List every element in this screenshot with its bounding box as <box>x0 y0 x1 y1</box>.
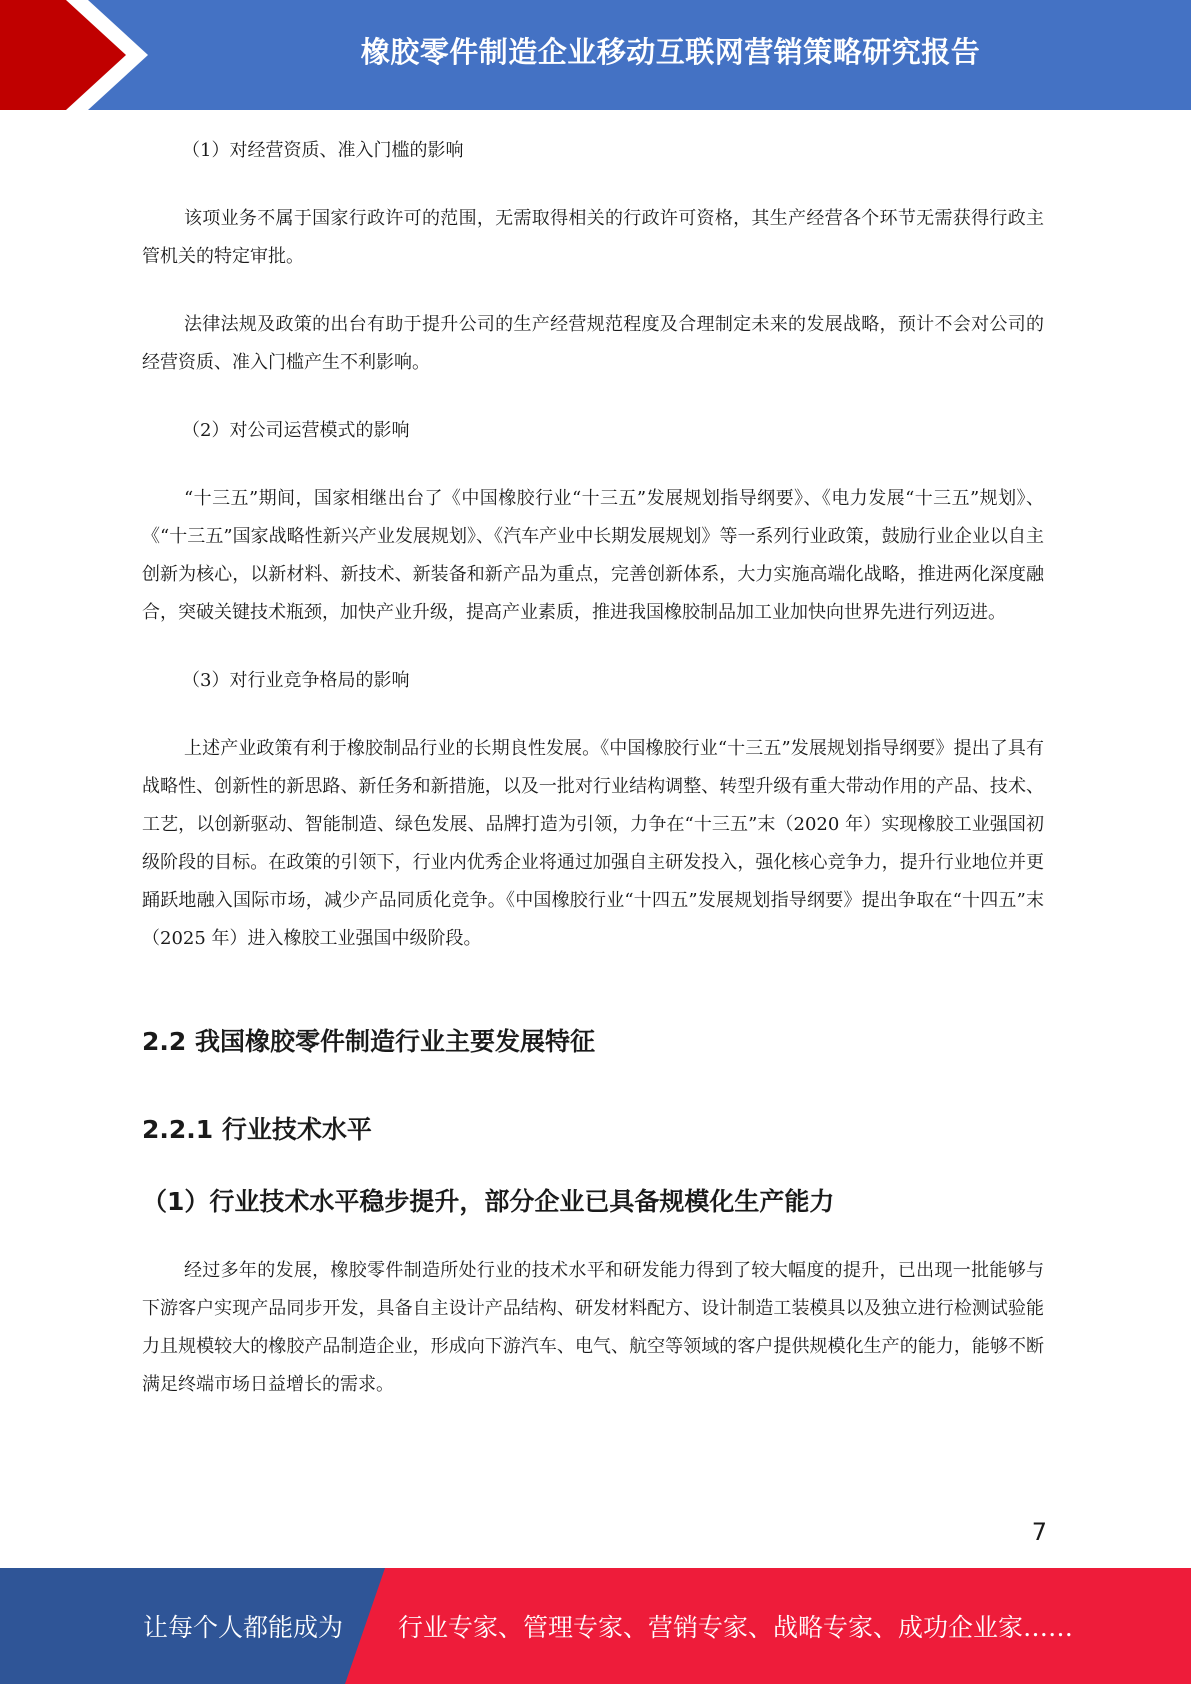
subheading-competition: （3）对行业竞争格局的影响 <box>182 670 410 691</box>
subheading-qualification: （1）对经营资质、准入门槛的影响 <box>182 140 464 161</box>
paragraph-1: 该项业务不属于国家行政许可的范围，无需取得相关的行政许可资格，其生产经营各个环节无需获得行政主管机关的特定审批。 <box>142 208 1044 267</box>
page-footer <box>0 1568 1191 1684</box>
paragraph-4: 上述产业政策有利于橡胶制品行业的长期良性发展。《中国橡胶行业“十三五”发展规划指导纲要》提出了具有战略性、创新性的新思路、新任务和新措施，以及一批对行业结构调整、转型升级有重大带动作用的产品、技术、工艺，以创新驱动、智能制造、绿色发展、品牌打造为引领，力争在“十三五”末（2020 年）实现橡胶工业强国初级阶段的目标。在政策的引领下，行业内优秀企业将通过加强自主研发投入，强化核心竞争力，提升行业地位并更踊跃地融入国际市场，减少产品同质化竞争。《中国橡胶行业“十四五”发展规划指导纲要》提出争取在“十四五”末（2025 年）进入橡胶工业强国中级阶段。 <box>142 738 1044 949</box>
footer-slogan-left: 让每个人都能成为 <box>143 1613 344 1642</box>
page-number: 7 <box>1031 1518 1047 1546</box>
report-title: 橡胶零件制造企业移动互联网营销策略研究报告 <box>360 34 981 69</box>
page-content <box>142 132 1044 1404</box>
subheading-operation-mode: （2）对公司运营模式的影响 <box>182 420 410 441</box>
paragraph-3: “十三五”期间，国家相继出台了《中国橡胶行业“十三五”发展规划指导纲要》、《电力发展“十三五”规划》、《“十三五”国家战略性新兴产业发展规划》、《汽车产业中长期发展规划》等一系列行业政策，鼓励行业企业以自主创新为核心，以新材料、新技术、新装备和新产品为重点，完善创新体系，大力实施高端化战略，推进两化深度融合，突破关键技术瓶颈，加快产业升级，提高产业素质，推进我国橡胶制品加工业加快向世界先进行列迈进。 <box>142 488 1044 623</box>
section-heading-tech-level: （1）行业技术水平稳步提升，部分企业已具备规模化生产能力 <box>142 1187 835 1216</box>
page-header <box>0 0 1191 110</box>
paragraph-2: 法律法规及政策的出台有助于提升公司的生产经营规范程度及合理制定未来的发展战略，预计不会对公司的经营资质、准入门槛产生不利影响。 <box>142 314 1044 373</box>
section-heading-2-2-1: 2.2.1 行业技术水平 <box>142 1115 372 1144</box>
footer-slogan-right: 行业专家、管理专家、营销专家、战略专家、成功企业家…… <box>398 1613 1074 1642</box>
paragraph-5: 经过多年的发展，橡胶零件制造所处行业的技术水平和研发能力得到了较大幅度的提升，已出现一批能够与下游客户实现产品同步开发，具备自主设计产品结构、研发材料配方、设计制造工装模具以及独立进行检测试验能力且规模较大的橡胶产品制造企业，形成向下游汽车、电气、航空等领域的客户提供规模化生产的能力，能够不断满足终端市场日益增长的需求。 <box>142 1260 1044 1395</box>
section-heading-2-2: 2.2 我国橡胶零件制造行业主要发展特征 <box>142 1027 595 1056</box>
